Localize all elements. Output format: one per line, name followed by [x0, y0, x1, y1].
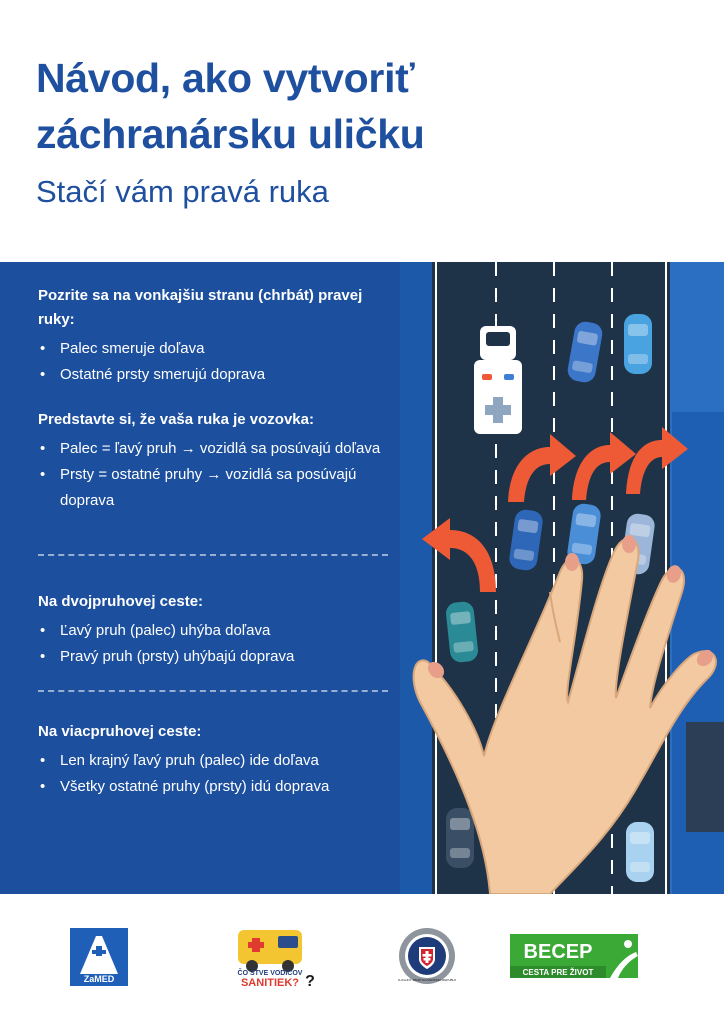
sanitiek-logo-line2: SANITIEK?: [240, 977, 300, 989]
becep-logo: [510, 934, 640, 985]
sanitiek-logo-line1: ČO ŠTVE VODIČOV: [237, 970, 303, 977]
becep-logo-text: BECEP: [523, 941, 593, 963]
ambulance-icon: [474, 326, 522, 434]
title-line-1: Návod, ako vytvoriť: [36, 55, 415, 101]
co-ste-vodicov-sanitiek-icon: [232, 924, 318, 990]
roadside-building: [686, 722, 724, 832]
car-icon: [624, 314, 652, 374]
section-heading: Pozrite sa na vonkajšiu stranu (chrbát) pravej ruky:: [38, 287, 363, 328]
list-item: • Palec = ľavý pruh → vozidlá sa posúvajú doľava: [38, 436, 390, 462]
list-item: • Ostatné prsty smerujú doprava: [38, 362, 390, 388]
footer: [0, 894, 724, 1024]
list-item: • Palec smeruje doľava: [38, 336, 390, 362]
becep-logo-icon: [510, 934, 640, 980]
bullet-list: [38, 436, 390, 514]
instruction-section-two-lane: [38, 590, 390, 670]
section-heading: Na viacpruhovej ceste:: [38, 723, 202, 740]
section-heading: Predstavte si, že vaša ruka je vozovka:: [38, 411, 314, 428]
instruction-section-road: [38, 408, 390, 514]
left-verge: [400, 262, 432, 894]
instructions-panel: [0, 262, 400, 894]
page-title: [36, 50, 425, 162]
list-item: • Všetky ostatné pruhy (prsty) idú doprava: [38, 774, 390, 800]
police-badge-icon: [398, 927, 456, 985]
dashed-divider: [38, 554, 388, 556]
police-badge-text: POLICAJNÝ ZBOR SLOVENSKEJ REPUBLIKY: [398, 978, 456, 982]
instruction-section-hand: [38, 284, 390, 388]
policajny-zbor-badge: [398, 927, 456, 990]
section-heading: Na dvojpruhovej ceste:: [38, 593, 204, 610]
road-illustration: [400, 262, 724, 894]
becep-tagline: CESTA PRE ŽIVOT: [522, 968, 594, 977]
zamed-logo: [70, 928, 128, 991]
page-subtitle: Stačí vám pravá ruka: [36, 174, 329, 209]
car-icon: [626, 822, 654, 882]
road-scene: [400, 262, 724, 894]
list-item: • Pravý pruh (prsty) uhýbajú doprava: [38, 644, 390, 670]
list-item: • Prsty = ostatné pruhy → vozidlá sa posúvajú doprava: [38, 462, 390, 514]
dashed-divider: [38, 690, 388, 692]
co-ste-vodicov-sanitiek-logo: [232, 924, 318, 995]
instruction-section-multi-lane: [38, 720, 390, 800]
list-item: • Len krajný ľavý pruh (palec) ide doľava: [38, 748, 390, 774]
zamed-logo-text: ZaMED: [83, 974, 115, 984]
question-mark-icon: ?: [305, 973, 315, 990]
bullet-list: [38, 748, 390, 800]
car-icon: [446, 808, 474, 868]
title-line-2: záchranársku uličku: [36, 111, 425, 157]
bullet-list: [38, 618, 390, 670]
header: [0, 0, 724, 262]
bullet-list: [38, 336, 390, 388]
zamed-logo-icon: [70, 928, 128, 986]
list-item: • Ľavý pruh (palec) uhýba doľava: [38, 618, 390, 644]
